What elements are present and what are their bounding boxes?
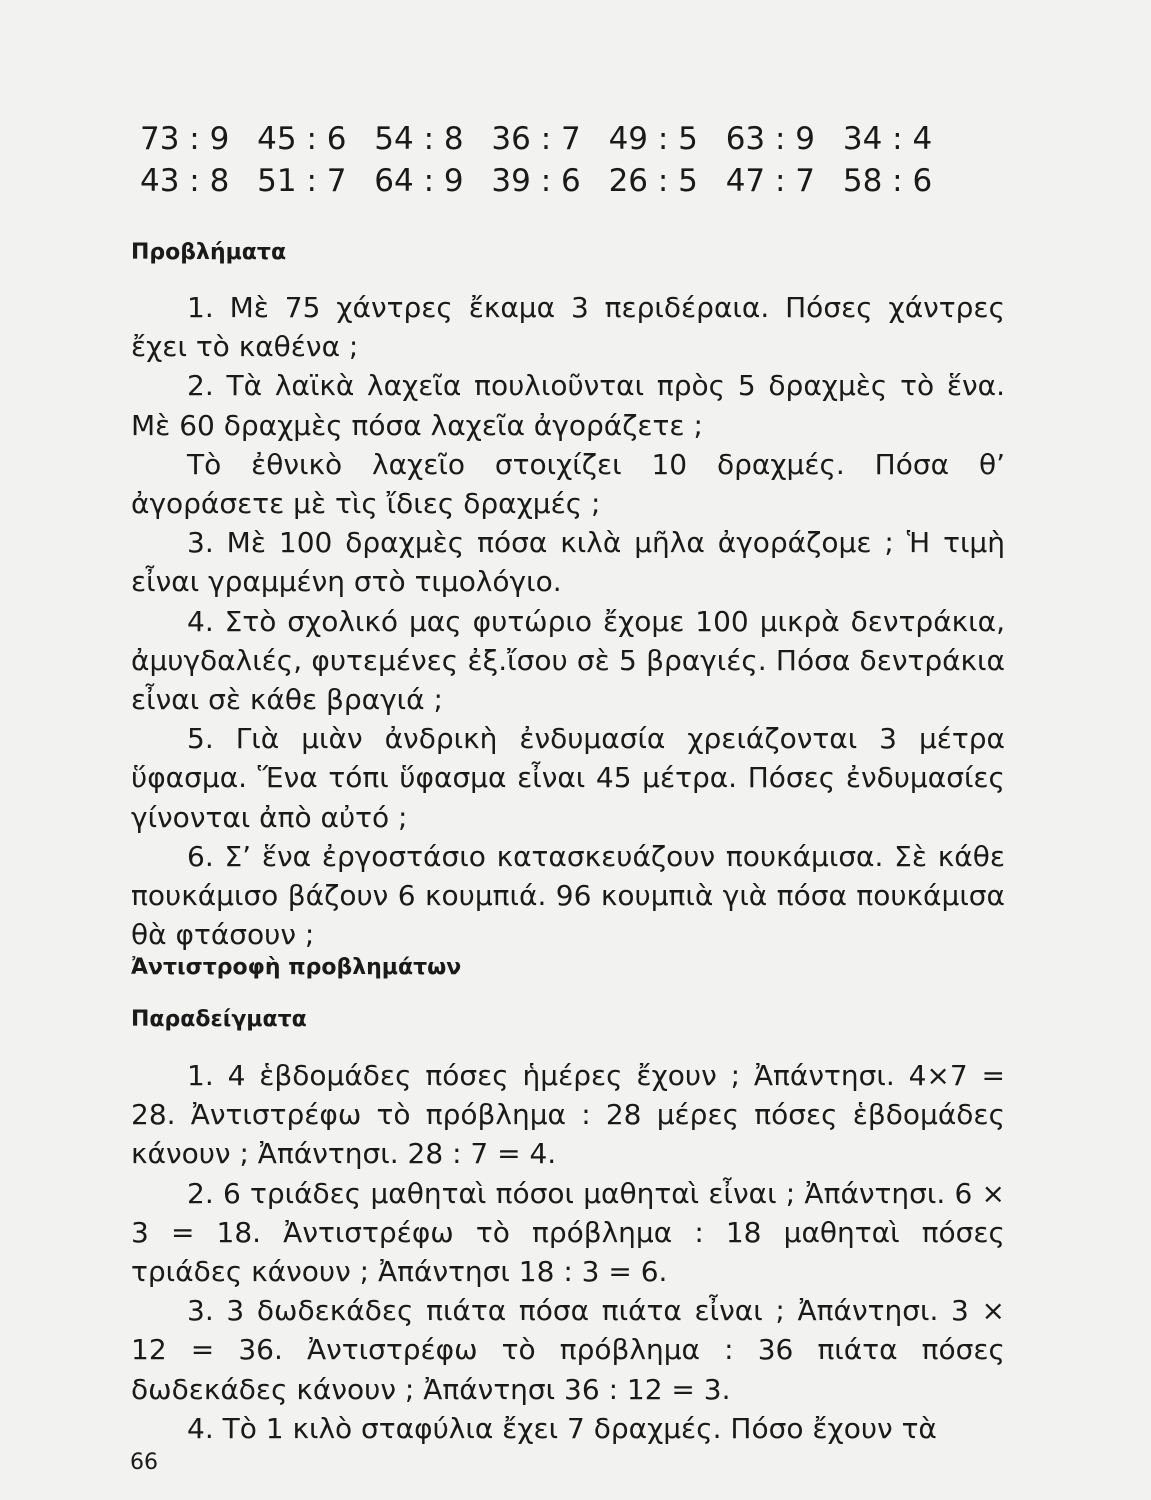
example-item: 1. 4 ἑβδομάδες πόσες ἡμέρες ἔχουν ; Ἀπάντησι. 4×7 = 28. Ἀντιστρέφω τὸ πρόβλημα : 28 μέρες πόσες ἑβδομάδες κάνουν ; Ἀπάντησι. 28 : 7 = 4. (131, 1059, 1005, 1171)
problems-list (131, 288, 1005, 954)
problem-item: 3. Μὲ 100 δραχμὲς πόσα κιλὰ μῆλα ἀγοράζομε ; Ἡ τιμὴ εἶναι γραμμένη στὸ τιμολόγιο. (131, 526, 1005, 599)
division-item: 63 : 9 (725, 121, 816, 157)
example-item: 4. Τὸ 1 κιλὸ σταφύλια ἔχει 7 δραχμές. Πόσο ἔχουν τὰ (187, 1411, 937, 1445)
division-item: 34 : 4 (842, 121, 933, 157)
division-item: 49 : 5 (608, 121, 698, 157)
division-exercises (140, 118, 960, 202)
problem-item: 4. Στὸ σχολικό μας φυτώριο ἔχομε 100 μικρὰ δεντράκια, ἀμυγδαλιές, φυτεμένες ἐξ.ἴσου σὲ 5 βραγιές. Πόσα δεντράκια εἶναι σὲ κάθε βραγιά ; (131, 604, 1005, 717)
problems-heading: Προβλήματα (131, 240, 287, 265)
problem-item: 1. Μὲ 75 χάντρες ἔκαμα 3 περιδέραια. Πόσες χάντρες ἔχει τὸ καθένα ; (131, 291, 1005, 364)
problem-item: 5. Γιὰ μιὰν ἀνδρικὴ ἐνδυμασία χρειάζονται 3 μέτρα ὕφασμα. Ἕνα τόπι ὕφασμα εἶναι 45 μέτρα. Πόσες ἐνδυμασίες γίνονται ἀπὸ αὐτό ; (131, 722, 1005, 834)
division-row (140, 160, 960, 202)
division-row (140, 118, 960, 160)
examples-list (131, 1056, 1005, 1448)
division-item: 47 : 7 (725, 163, 816, 199)
division-item: 26 : 5 (608, 163, 698, 199)
problem-item: 2. Τὰ λαϊκὰ λαχεῖα πουλιοῦνται πρὸς 5 δραχμὲς τὸ ἕνα. Μὲ 60 δραχμὲς πόσα λαχεῖα ἀγοράζετε ; (131, 369, 1005, 442)
division-item: 54 : 8 (374, 121, 464, 157)
example-item: 2. 6 τριάδες μαθηταὶ πόσοι μαθηταὶ εἶναι ; Ἀπάντησι. 6 × 3 = 18. Ἀντιστρέφω τὸ πρόβλημα : 18 μαθηταὶ πόσες τριάδες κάνουν ; Ἀπάντησι 18 : 3 = 6. (131, 1176, 1005, 1289)
division-item: 39 : 6 (491, 163, 581, 199)
division-item: 51 : 7 (257, 163, 347, 199)
example-item: 3. 3 δωδεκάδες πιάτα πόσα πιάτα εἶναι ; Ἀπάντησι. 3 × 12 = 36. Ἀντιστρέφω τὸ πρόβλημα : 36 πιάτα πόσες δωδεκάδες κάνουν ; Ἀπάντησι 36 : 12 = 3. (131, 1294, 1005, 1406)
division-item: 58 : 6 (842, 163, 933, 199)
division-item: 73 : 9 (140, 121, 230, 157)
examples-heading: Παραδείγματα (131, 1007, 307, 1032)
division-item: 64 : 9 (374, 163, 464, 199)
page-number: 66 (130, 1450, 158, 1475)
division-item: 45 : 6 (257, 121, 347, 157)
problem-item: 6. Σ’ ἕνα ἐργοστάσιο κατασκευάζουν πουκάμισα. Σὲ κάθε πουκάμισο βάζουν 6 κουμπιά. 96 κουμπιὰ γιὰ πόσα πουκάμισα θὰ φτάσουν ; (131, 839, 1005, 952)
division-item: 36 : 7 (491, 121, 581, 157)
inversion-heading: Ἀντιστροφὴ προβλημάτων (131, 955, 462, 980)
problem-item: Τὸ ἐθνικὸ λαχεῖο στοιχίζει 10 δραχμές. Πόσα θ’ ἀγοράσετε μὲ τὶς ἴδιες δραχμές ; (131, 447, 1005, 521)
division-item: 43 : 8 (140, 163, 230, 199)
